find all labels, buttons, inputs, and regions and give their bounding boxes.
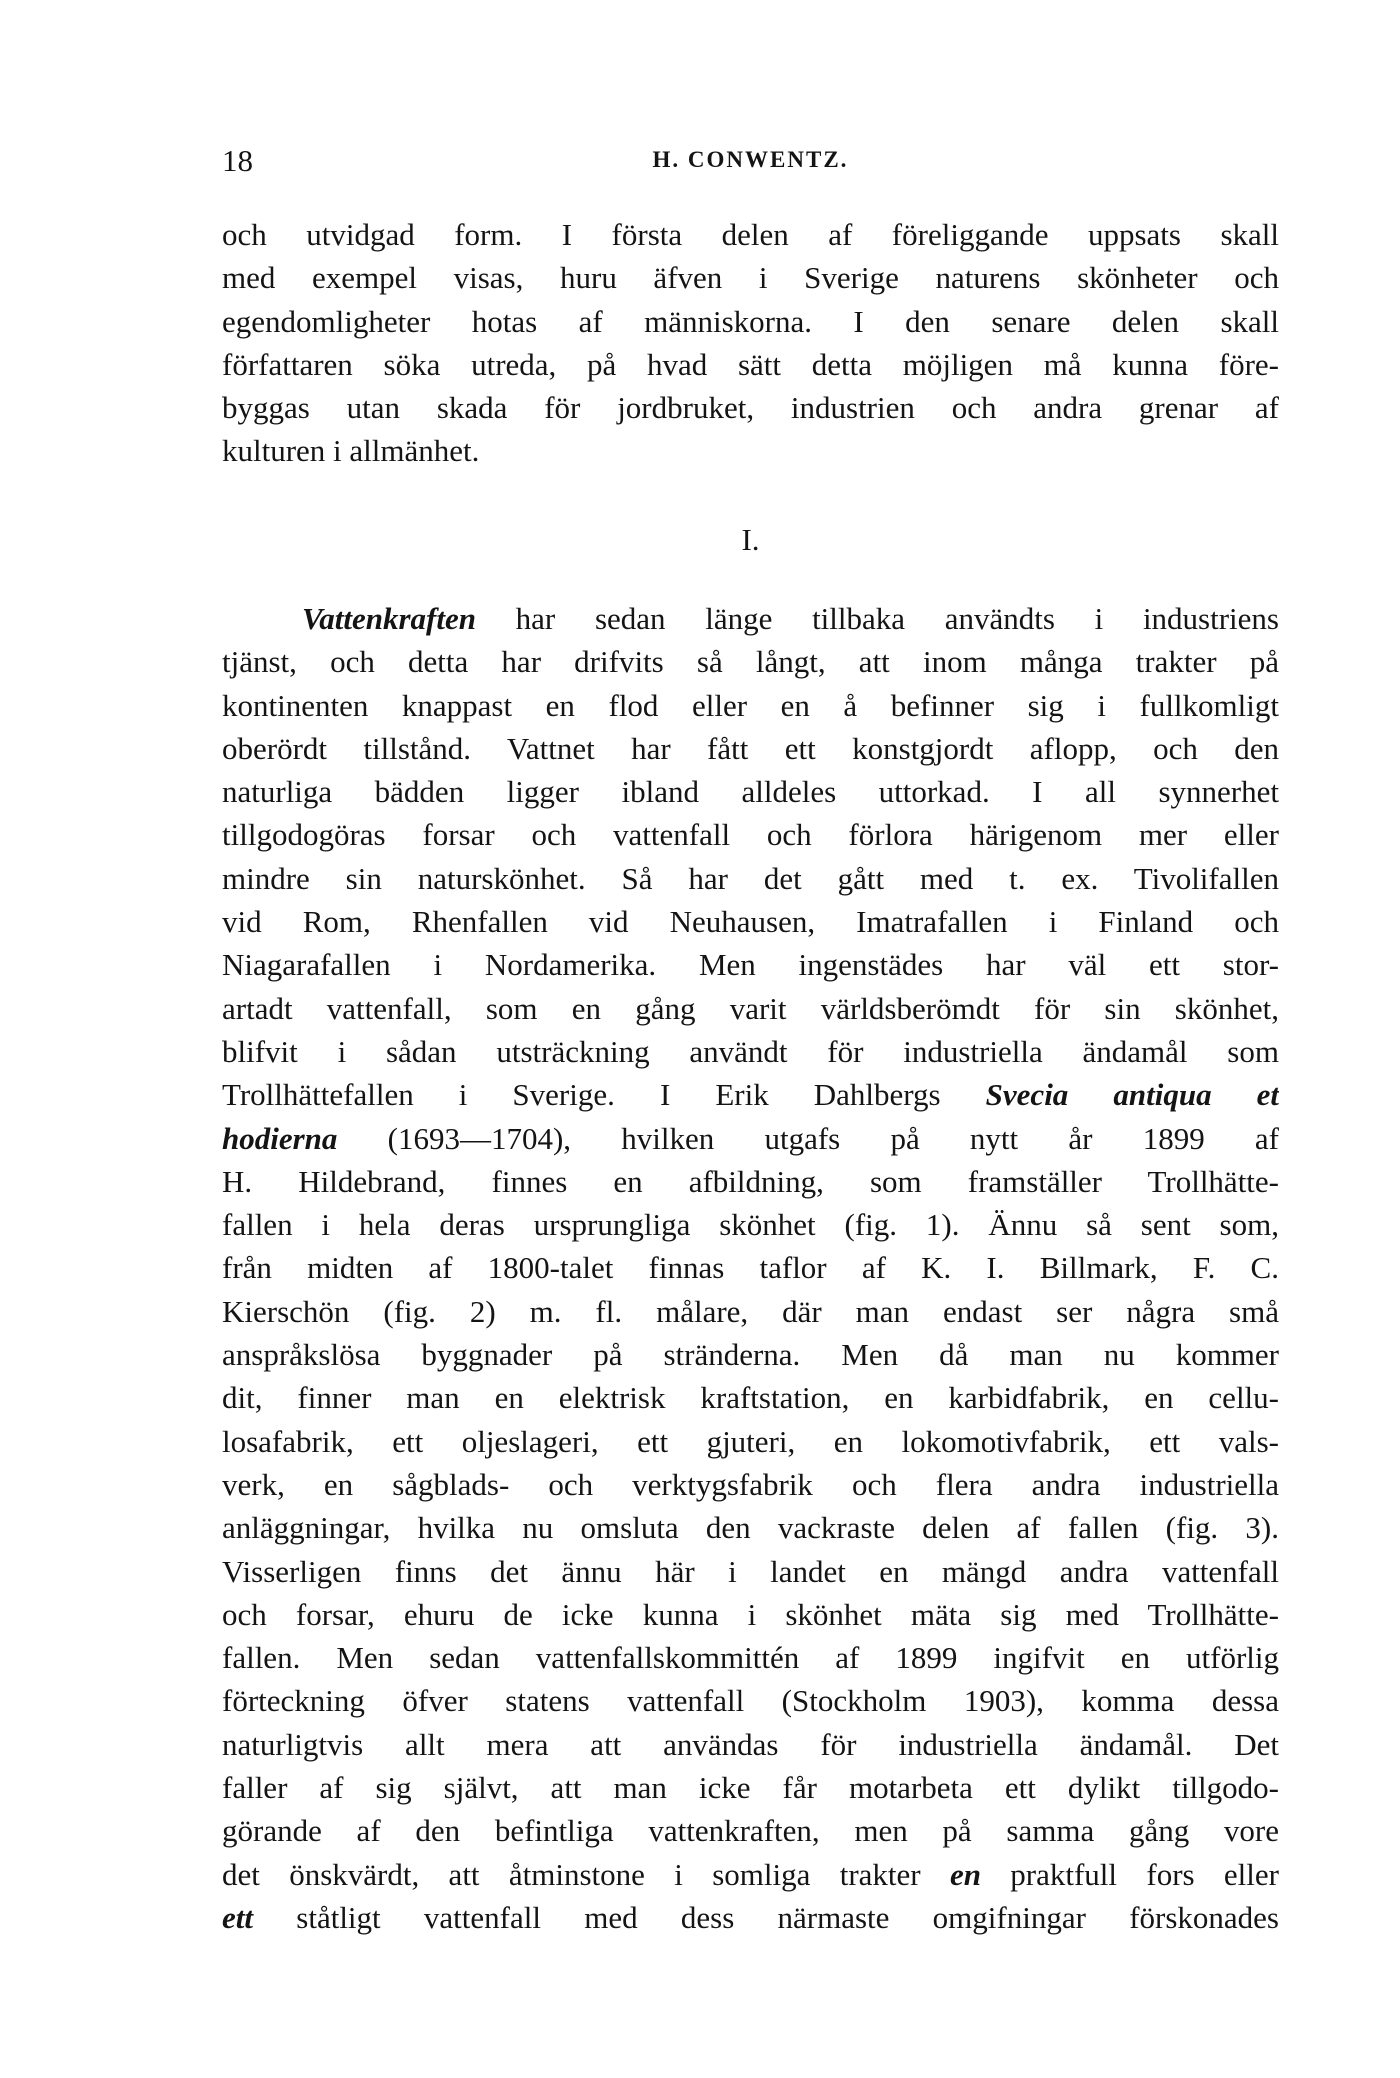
text-line: [222, 1853, 1279, 1896]
text-line: fallen. Men sedan vattenfallskommittén af 1899 ingifvit en utförlig: [222, 1640, 1279, 1676]
text-line: faller af sig självt, att man icke får motarbeta ett dylikt tillgodo-: [222, 1770, 1279, 1806]
page-number: 18: [222, 143, 253, 178]
italic-word: en: [949, 1856, 981, 1892]
text-line: losafabrik, ett oljeslageri, ett gjuteri, en lokomotivfabrik, ett vals-: [222, 1423, 1279, 1459]
italic-word: ett: [222, 1899, 253, 1935]
text-line: anspråkslösa byggnader på stränderna. Men då man nu kommer: [222, 1337, 1279, 1373]
text-line: tillgodogöras forsar och vattenfall och förlora härigenom mer eller: [222, 817, 1279, 853]
text-line: [222, 1117, 1279, 1160]
text-fragment: Trollhättefallen i Sverige. I Erik Dahlbergs: [222, 1077, 986, 1113]
page-header: [222, 143, 1279, 183]
text-line: Kierschön (fig. 2) m. fl. målare, där man endast ser några små: [222, 1293, 1279, 1329]
text-line: artadt vattenfall, som en gång varit världsberömdt för sin skönhet,: [222, 990, 1279, 1026]
text-line: kulturen i allmänhet.: [222, 433, 480, 469]
text-line: dit, finner man en elektrisk kraftstation, en karbidfabrik, en cellu-: [222, 1380, 1279, 1416]
text-line: författaren söka utreda, på hvad sätt detta möjligen må kunna före-: [222, 346, 1279, 382]
text-line: förteckning öfver statens vattenfall (Stockholm 1903), komma dessa: [222, 1683, 1279, 1719]
text-line: [222, 597, 1279, 640]
text-fragment: det önskvärdt, att åtminstone i somliga trakter: [222, 1856, 950, 1892]
text-line: anläggningar, hvilka nu omsluta den vackraste delen af fallen (fig. 3).: [222, 1510, 1279, 1546]
text-fragment: har sedan länge tillbaka användts i industriens: [475, 601, 1279, 636]
text-line: byggas utan skada för jordbruket, industrien och andra grenar af: [222, 390, 1279, 426]
section-heading: I.: [741, 522, 760, 557]
main-paragraph: [222, 597, 1279, 1939]
text-line: tjänst, och detta har drifvits så långt, att inom många trakter på: [222, 644, 1279, 680]
running-head: H. CONWENTZ.: [652, 147, 849, 172]
text-fragment: praktfull fors eller: [980, 1856, 1279, 1892]
text-line: och forsar, ehuru de icke kunna i skönhet mäta sig med Trollhätte-: [222, 1596, 1279, 1632]
text-line: vid Rom, Rhenfallen vid Neuhausen, Imatrafallen i Finland och: [222, 904, 1279, 940]
text-line: kontinenten knappast en flod eller en å befinner sig i fullkomligt: [222, 687, 1279, 723]
text-line: mindre sin naturskönhet. Så har det gått med t. ex. Tivolifallen: [222, 860, 1279, 896]
text-line: Niagarafallen i Nordamerika. Men ingenstädes har väl ett stor-: [222, 947, 1279, 983]
italic-title: Svecia antiqua et: [985, 1077, 1279, 1113]
text-line: från midten af 1800-talet finnas taflor af K. I. Billmark, F. C.: [222, 1250, 1279, 1286]
text-line: H. Hildebrand, finnes en afbildning, som framställer Trollhätte-: [222, 1163, 1279, 1199]
text-fragment: (1693—1704), hvilken utgafs på nytt år 1899 af: [337, 1120, 1279, 1156]
text-line: fallen i hela deras ursprungliga skönhet (fig. 1). Ännu så sent som,: [222, 1207, 1279, 1243]
text-line: oberördt tillstånd. Vattnet har fått ett konstgjordt aflopp, och den: [222, 730, 1279, 766]
text-line: blifvit i sådan utsträckning användt för industriella ändamål som: [222, 1033, 1279, 1069]
text-line: görande af den befintliga vattenkraften, men på samma gång vore: [222, 1813, 1279, 1849]
text-line: naturliga bädden ligger ibland alldeles uttorkad. I all synnerhet: [222, 774, 1279, 810]
text-line: och utvidgad form. I första delen af föreliggande uppsats skall: [222, 217, 1279, 252]
text-line: naturligtvis allt mera att användas för industriella ändamål. Det: [222, 1726, 1279, 1762]
text-line: [222, 1896, 1279, 1939]
text-line: verk, en sågblads- och verktygsfabrik och flera andra industriella: [222, 1466, 1279, 1502]
text-line: med exempel visas, huru äfven i Sverige naturens skönheter och: [222, 260, 1279, 296]
intro-paragraph: [222, 213, 1279, 473]
text-line: Visserligen finns det ännu här i landet en mängd andra vattenfall: [222, 1553, 1279, 1589]
italic-term: Vattenkraften: [302, 601, 476, 636]
text-line: egendomligheter hotas af människorna. I den senare delen skall: [222, 303, 1279, 339]
text-line: [222, 1073, 1279, 1116]
text-fragment: ståtligt vattenfall med dess närmaste omgifningar förskonades: [253, 1899, 1279, 1935]
italic-title: hodierna: [222, 1120, 338, 1156]
